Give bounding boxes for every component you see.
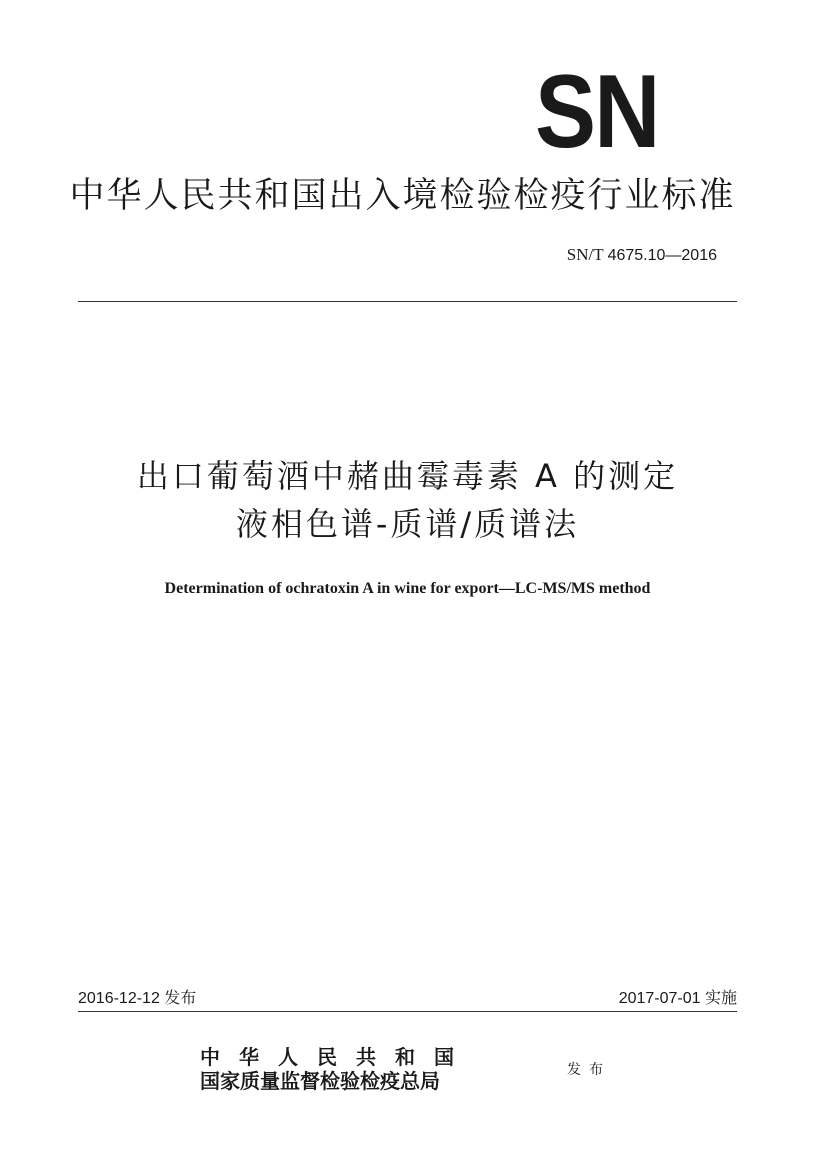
sn-logo	[535, 54, 700, 170]
issue-verb: 发布	[567, 1062, 611, 1078]
industry-standard-heading: 中华人民共和国出入境检验检疫行业标准	[69, 176, 736, 216]
chinese-title-line2: 液相色谱-质谱/质谱法	[235, 505, 580, 543]
top-divider	[78, 301, 737, 302]
issuer-agency: 国家质量监督检验检疫总局	[200, 1069, 440, 1093]
issue-date: 2016-12-12 发布	[78, 990, 197, 1007]
implementation-date: 2017-07-01 实施	[618, 990, 737, 1007]
standard-prefix: SN/T	[566, 245, 604, 264]
chinese-title-line1: 出口葡萄酒中赭曲霉毒素 A 的测定	[136, 457, 679, 495]
standard-code: 4675.10—2016	[607, 247, 717, 264]
chinese-title	[0, 452, 815, 548]
issuer-country: 中华人民共和国	[200, 1045, 473, 1069]
standard-number	[567, 245, 717, 265]
bottom-divider	[78, 1011, 737, 1012]
issuing-authority	[200, 1045, 473, 1093]
logo-text: SN	[535, 54, 659, 170]
english-title: Determination of ochratoxin A in wine for export—LC-MS/MS method	[164, 580, 651, 597]
